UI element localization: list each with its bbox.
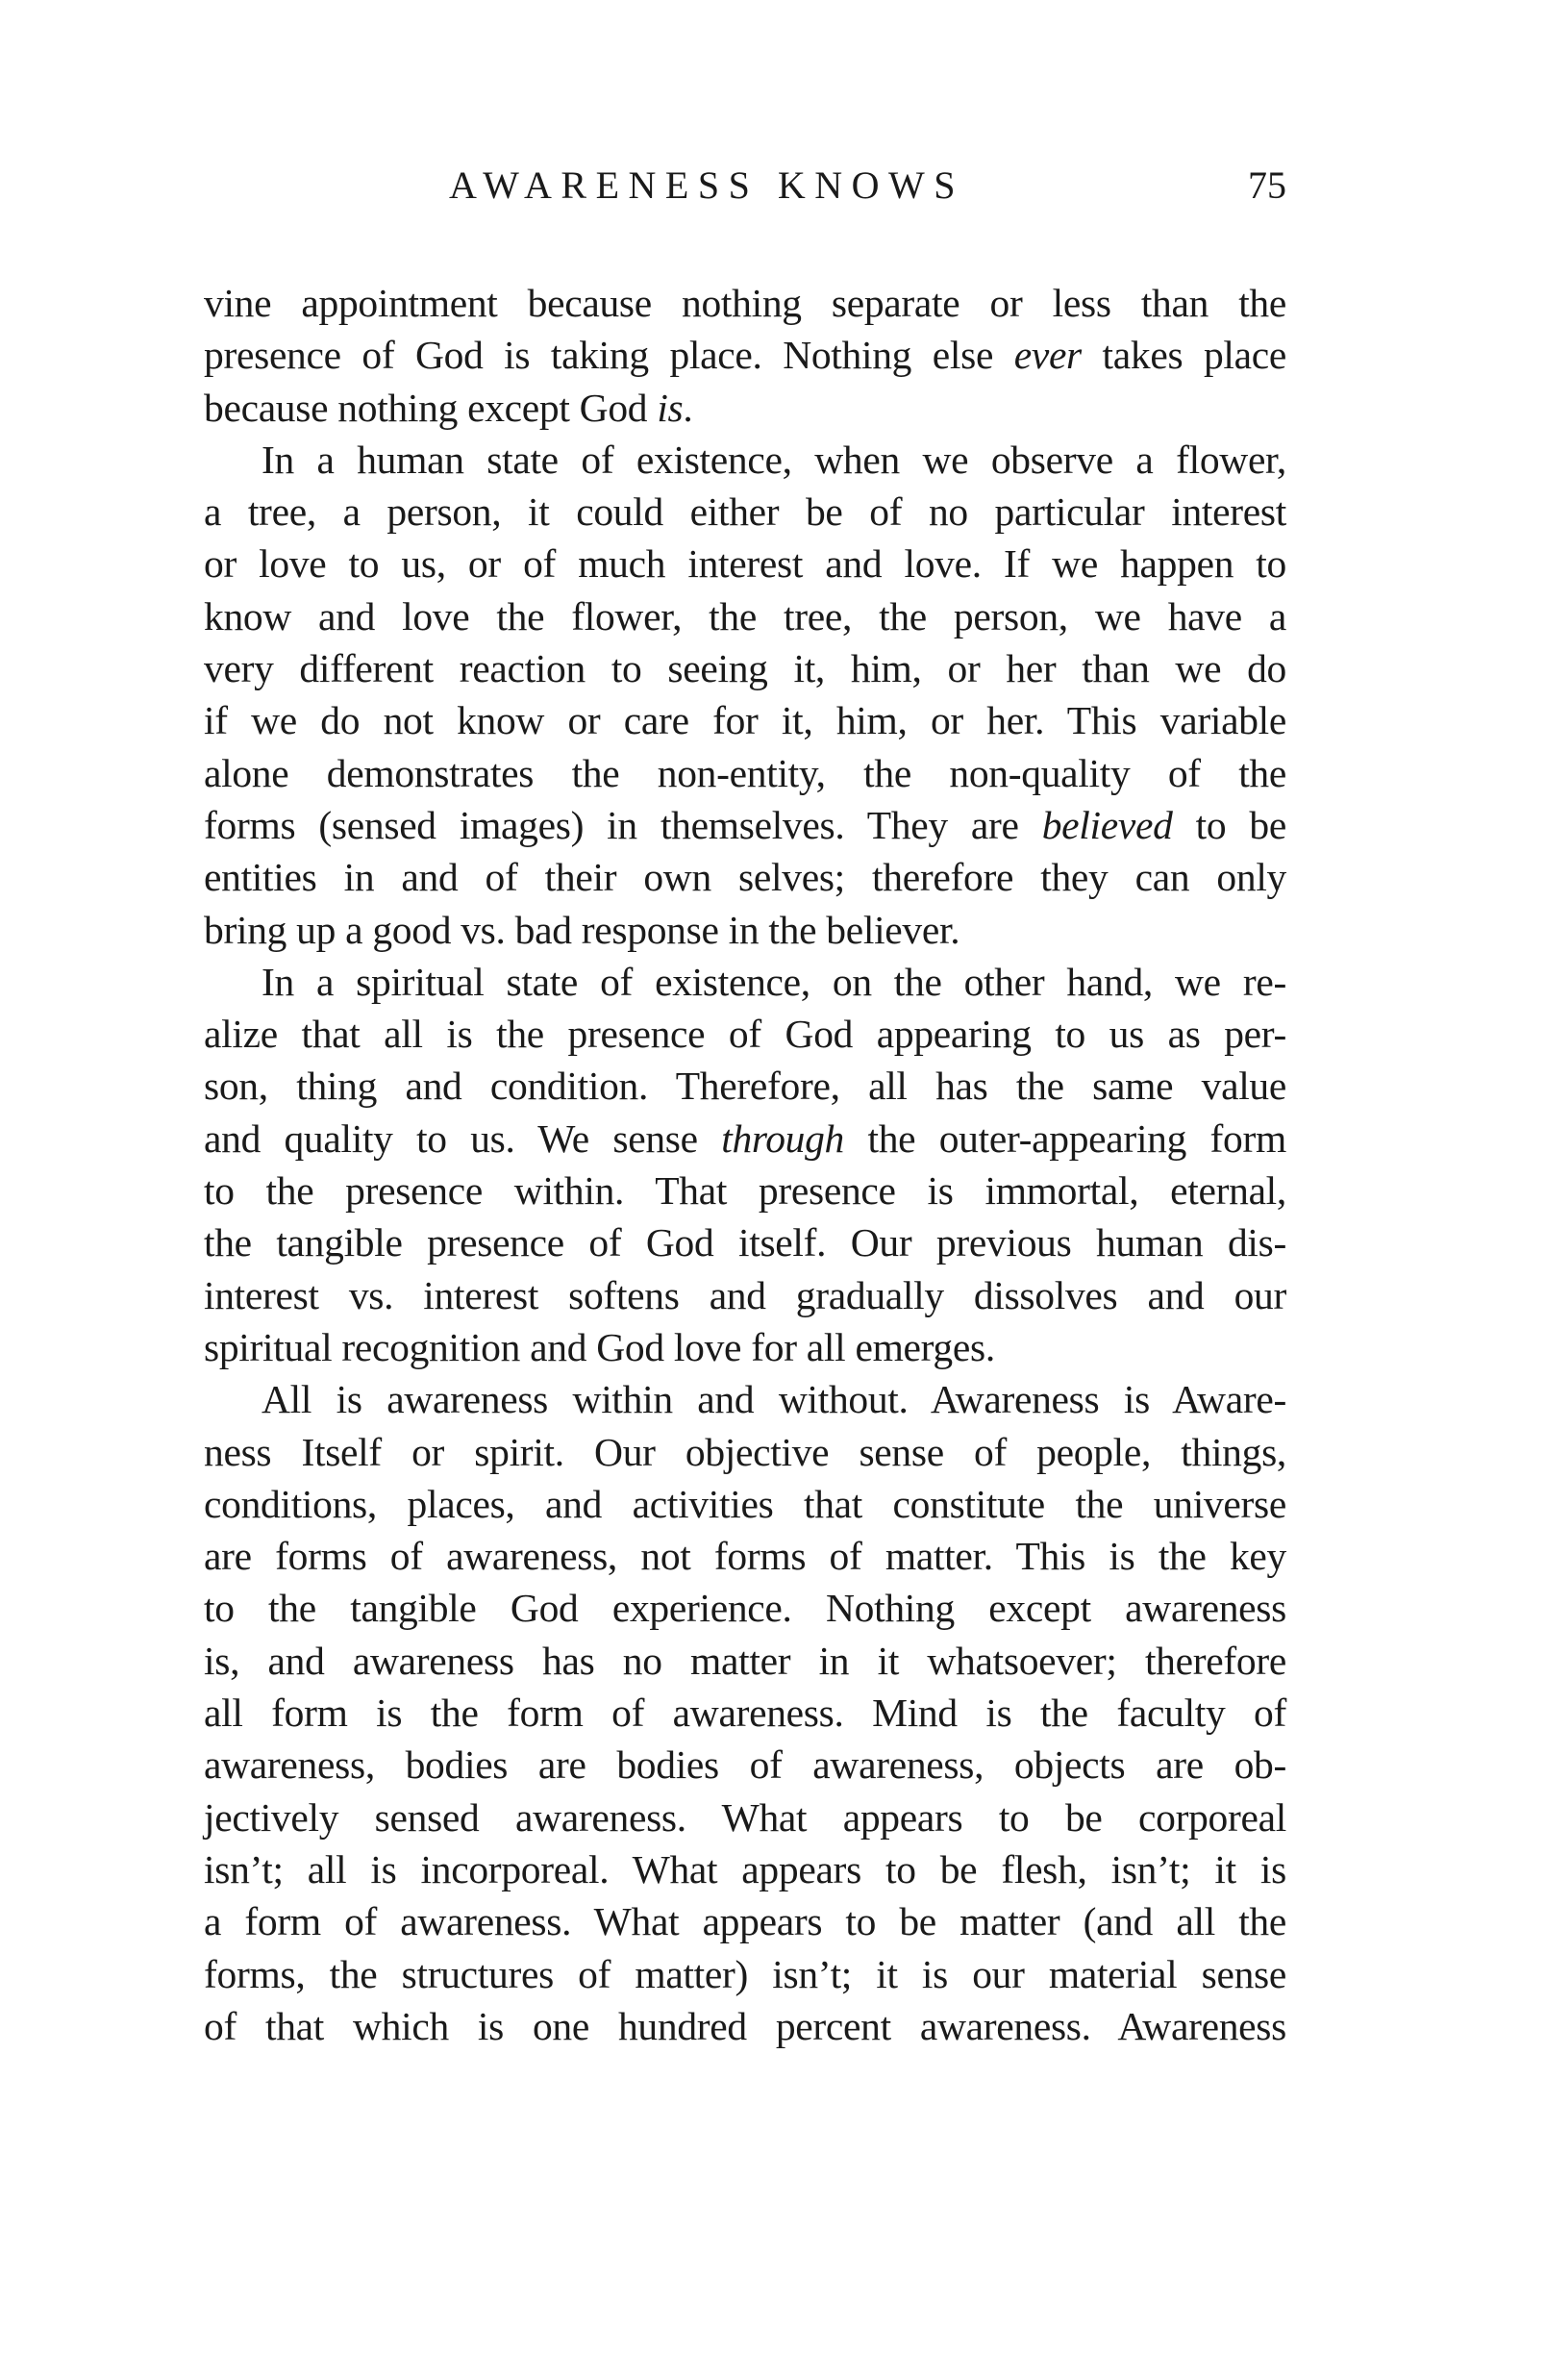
emphasized-word: ever <box>1013 333 1082 378</box>
text-line: very different reaction to seeing it, him, or her than we do <box>204 646 1286 691</box>
text-segment: and quality to us. We sense <box>204 1115 722 1161</box>
text-segment: because nothing except God <box>204 385 658 430</box>
text-segment: to be <box>1172 802 1286 847</box>
text-line: conditions, places, and activities that constitute the universe <box>204 1481 1286 1526</box>
text-segment: . <box>683 385 693 430</box>
paragraph-first-line: In a human state of existence, when we observe a flower, <box>262 437 1286 482</box>
text-line: alone demonstrates the non-entity, the non-quality of the <box>204 750 1286 795</box>
text-line: spiritual recognition and God love for all emerges. <box>204 1324 995 1369</box>
text-line: if we do not know or care for it, him, or her. This variable <box>204 698 1286 743</box>
emphasized-word: through <box>721 1115 845 1161</box>
text-line: forms, the structures of matter) isn’t; it is our material sense <box>204 1951 1286 1996</box>
emphasized-word: is <box>657 385 684 430</box>
running-head <box>204 162 1286 210</box>
text-line: is, and awareness has no matter in it whatsoever; therefore <box>204 1638 1286 1683</box>
text-line: awareness, bodies are bodies of awareness, objects are ob- <box>204 1742 1286 1788</box>
text-line: know and love the flower, the tree, the person, we have a <box>204 593 1286 639</box>
page-number: 75 <box>1248 163 1286 207</box>
text-line: vine appointment because nothing separate or less than the <box>204 281 1286 325</box>
text-line: the tangible presence of God itself. Our previous human dis- <box>204 1220 1286 1265</box>
paragraph-first-line: All is awareness within and without. Awareness is Aware- <box>262 1377 1286 1422</box>
text-line: isn’t; all is incorporeal. What appears to be flesh, isn’t; it is <box>204 1846 1286 1891</box>
text-segment: forms (sensed images) in themselves. They are <box>204 802 1042 847</box>
text-line: bring up a good vs. bad response in the believer. <box>204 907 960 952</box>
text-line: son, thing and condition. Therefore, all has the same value <box>204 1064 1286 1109</box>
emphasized-word: believed <box>1041 802 1173 847</box>
running-title: AWARENESS KNOWS <box>449 163 964 207</box>
text-line <box>204 382 1286 434</box>
text-line <box>204 329 1286 381</box>
text-line: interest vs. interest softens and gradually dissolves and our <box>204 1272 1286 1317</box>
text-line: entities in and of their own selves; therefore they can only <box>204 855 1286 900</box>
text-line: of that which is one hundred percent awareness. Awareness <box>204 2003 1286 2048</box>
text-line: ness Itself or spirit. Our objective sense of people, things, <box>204 1429 1286 1474</box>
paragraph-first-line: In a spiritual state of existence, on the other hand, we re- <box>262 959 1286 1004</box>
text-line: are forms of awareness, not forms of matter. This is the key <box>204 1534 1286 1579</box>
text-line: to the tangible God experience. Nothing except awareness <box>204 1586 1286 1631</box>
text-segment: takes place <box>1081 333 1286 378</box>
text-line: or love to us, or of much interest and love. If we happen to <box>204 541 1286 587</box>
text-segment: presence of God is taking place. Nothing else <box>204 333 1014 378</box>
body-text <box>204 277 1286 2052</box>
text-line: all form is the form of awareness. Mind is the faculty of <box>204 1691 1286 1736</box>
text-line: to the presence within. That presence is immortal, eternal, <box>204 1168 1286 1214</box>
text-line: alize that all is the presence of God appearing to us as per- <box>204 1012 1286 1057</box>
text-segment: the outer-appearing form <box>844 1115 1286 1161</box>
text-line <box>204 799 1286 851</box>
text-line: a form of awareness. What appears to be matter (and all the <box>204 1899 1286 1944</box>
text-line: a tree, a person, it could either be of no particular interest <box>204 489 1286 535</box>
text-line: jectively sensed awareness. What appears to be corporeal <box>204 1794 1286 1840</box>
text-line <box>204 1113 1286 1165</box>
